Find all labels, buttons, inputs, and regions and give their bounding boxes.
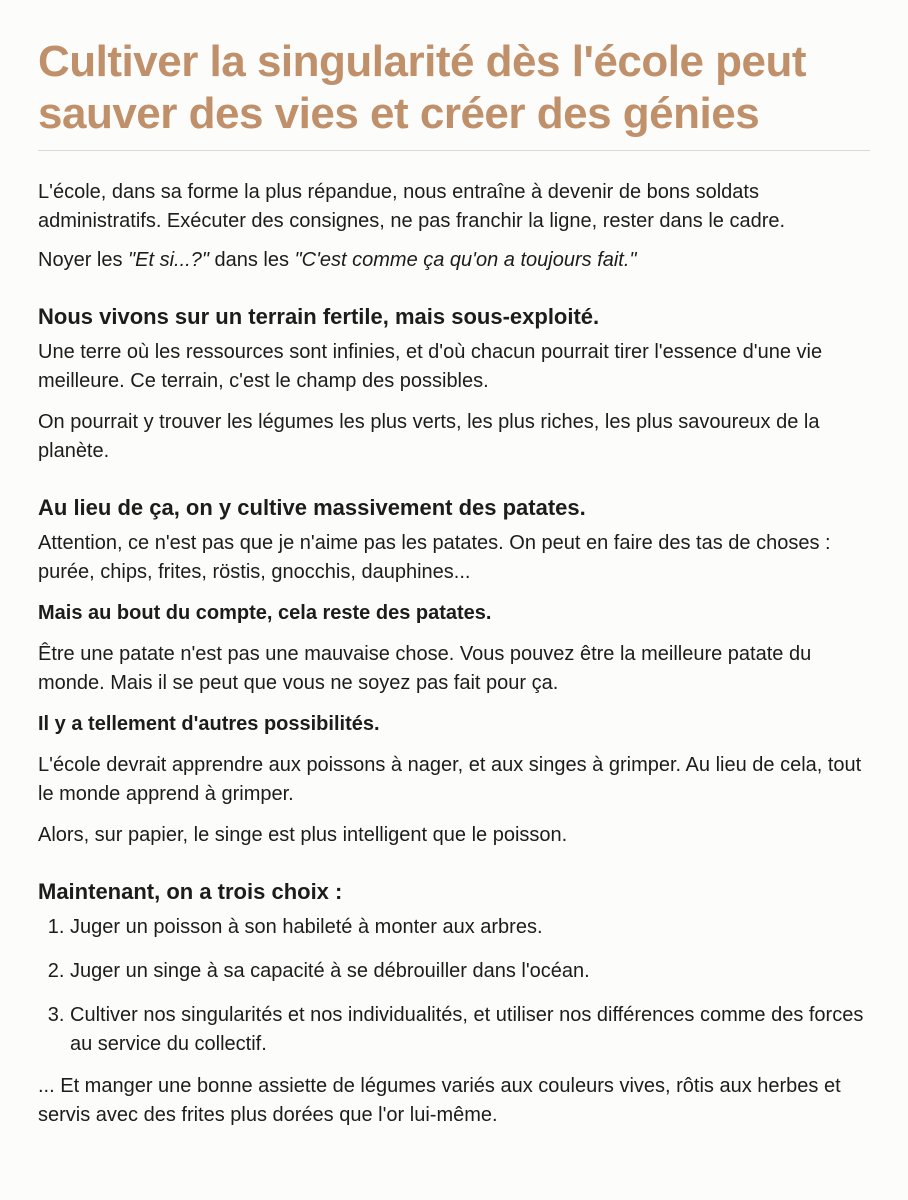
section1-paragraph-2: On pourrait y trouver les légumes les plus verts, les plus riches, les plus savoureux de la planète. [38,411,820,462]
closing-paragraph: ... Et manger une bonne assiette de légumes variés aux couleurs vives, rôtis aux herbes et servis avec des frites plus dorées que l'or lui-même. [38,1075,841,1126]
section2-bold-statement-1: Mais au bout du compte, cela reste des patates. [38,602,492,624]
section2-heading: Au lieu de ça, on y cultive massivement des patates. [38,495,586,520]
intro-quote-1: "Et si...?" [128,249,209,271]
section2-paragraph-2: Être une patate n'est pas une mauvaise chose. Vous pouvez être la meilleure patate du monde. Mais il se peut que vous ne soyez pas fait pour ça. [38,643,812,694]
intro-text-middle: dans les [208,249,295,271]
intro-quote-2: "C'est comme ça qu'on a toujours fait." [294,249,637,271]
section2-paragraph-1: Attention, ce n'est pas que je n'aime pas les patates. On peut en faire des tas de choses : purée, chips, frites, röstis, gnocchis, dauphines... [38,532,831,583]
list-item: 1. Juger un poisson à son habileté à monter aux arbres. [70,913,870,942]
intro-text-prefix: Noyer les [38,249,129,271]
section2-paragraph-4: Alors, sur papier, le singe est plus intelligent que le poisson. [38,824,568,846]
list-item: 3. Cultiver nos singularités et nos individualités, et utiliser nos différences comme des forces au service du collectif. [70,1001,870,1059]
section1-paragraph-1: Une terre où les ressources sont infinies, et d'où chacun pourrait tirer l'essence d'une vie meilleure. Ce terrain, c'est le champ des possibles. [38,341,823,392]
section2-bold-statement-2: Il y a tellement d'autres possibilités. [38,713,380,735]
section1-heading: Nous vivons sur un terrain fertile, mais sous-exploité. [38,304,600,329]
intro-quote-paragraph [38,246,870,275]
section3-heading: Maintenant, on a trois choix : [38,879,343,904]
choices-list [38,913,870,1059]
title-divider [38,150,870,151]
section2-paragraph-3: L'école devrait apprendre aux poissons à nager, et aux singes à grimper. Au lieu de cela, tout le monde apprend à grimper. [38,754,862,805]
intro-paragraph: L'école, dans sa forme la plus répandue, nous entraîne à devenir de bons soldats administratifs. Exécuter des consignes, ne pas franchir la ligne, rester dans le cadre. [38,181,786,232]
list-item: 2. Juger un singe à sa capacité à se débrouiller dans l'océan. [70,957,870,986]
page-title: Cultiver la singularité dès l'école peut sauver des vies et créer des génies [38,37,807,138]
